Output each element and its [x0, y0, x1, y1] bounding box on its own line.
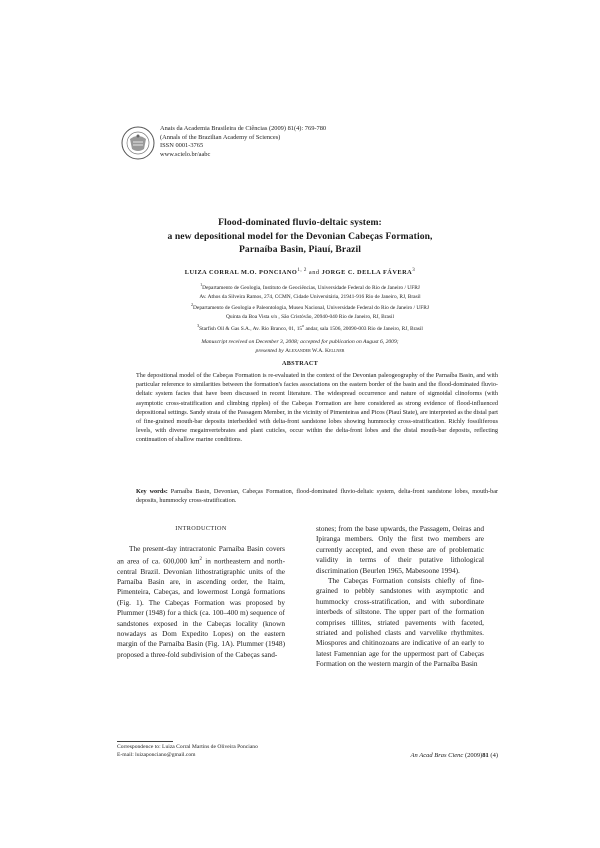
author-affil-sup: 3: [412, 268, 416, 273]
intro-paragraph-1-continued: stones; from the base upwards, the Passagem, Oeiras and Ipiranga members. Only the first two members are currently accepted, and even these are of problematic validity in terms of their putative lithological discrimination (Beurlen 1965, Mabesoone 1994).: [316, 524, 484, 575]
affiliation-1: $^1$Departamento de Geologia, Instituto de Geociências, Universidade Federal do Rio de Janeiro / UFRJ: [200, 282, 420, 291]
manuscript-dates: [120, 338, 480, 355]
affiliation-2: $^2$Departamento de Geologia e Paleontologia, Museu Nacional, Universidade Federal do Rio de Janeiro / UFRJ: [191, 302, 429, 312]
body-column-left: [117, 524, 285, 660]
title-line-2: a new depositional model for the Devonian Cabeças Formation,: [167, 230, 433, 242]
intro-paragraph-1: The present-day intracratonic Parnaíba Basin covers an area of ca. 600,000 $km^2$ in northeastern and north-central Brazil. Devonian lithostratigraphic units of the Parnaíba Basin are, in ascending order, the Itaim, Pimenteira, Cabeças, and lowermost Longá formations (Fig. 1). The Cabeças Formation was proposed by Plummer (1948) for a thick (ca. 100–400 m) sequence of sandstones exposed in the Cabeças locality (known nowadays as Dom Expedito Lopes) on the eastern margin of the Parnaíba Basin (Fig. 1A). Plummer (1948) proposed a three-fold subdivision of the Cabeças sand-: [117, 544, 285, 659]
journal-english-name: (Annals of the Brazilian Academy of Sciences): [160, 133, 281, 141]
abstract-text: The depositional model of the Cabeças Formation is re-evaluated in the context of the Devonian paleogeography of the Parnaíba Basin, and with particular reference to similarities between the formation's facies associations on the eastern border of the basin and the flood-dominated fluvio-deltaic system facies that have been discussed in recent literature. The widespread occurrence and nature of sigmoidal clinoforms (with asymptotic cross-stratification and climbing ripples) of the Cabeças Formation are here considered as strong evidence of flood-influenced depositional settings. Sandy strata of the Passagem Member, in the vicinity of Pimenteiras and Picos (Piauí State), are interpreted as the distal part of fine-grained mouth-bar deposits interbedded with delta-front sandstone lobes showing hummocky cross-stratification. Richly fossiliferous levels, with diverse megainvertebrates and plant cuticles, occur within the delta-front lobes and the distal mouth-bar deposits, reflecting continuation of shallow marine conditions.: [136, 372, 498, 444]
author-name: JORGE C. DELLA FÁVERA: [321, 269, 413, 277]
journal-url[interactable]: www.scielo.br/aabc: [160, 150, 211, 158]
footer-issue: (4): [490, 752, 498, 759]
correspondence-footnote: [117, 744, 337, 760]
received-accepted: Manuscript received on December 3, 2008; accepted for publication on August 6, 2009;: [201, 339, 399, 345]
journal-header: [120, 125, 326, 161]
correspondence-line: Correspondence to: Luiza Corral Martins de Oliveira Ponciano: [117, 744, 258, 750]
presented-by: presented by Alexander W.A. Kellner: [255, 347, 345, 354]
title-line-1: Flood-dominated fluvio-deltaic system:: [218, 217, 382, 228]
footer-volume: 81: [482, 752, 489, 759]
body-column-right: [316, 524, 484, 670]
keywords-label: Key words:: [136, 488, 168, 495]
author-conjunction: and: [308, 269, 320, 277]
author-list: [100, 268, 500, 276]
affiliation-2-address: Quinta da Boa Vista s/n , São Cristóvão, 20940-040 Rio de Janeiro, RJ, Brasil: [225, 313, 395, 320]
paper-title: [100, 216, 500, 257]
footer-journal: An Acad Bras Cienc: [410, 752, 464, 759]
keywords: [136, 487, 498, 505]
author-name: LUIZA CORRAL M.O. PONCIANO: [184, 269, 298, 277]
footer-year: (2009): [464, 752, 483, 759]
section-heading-introduction: INTRODUCTION: [175, 525, 227, 532]
journal-issn: ISSN 0001-3765: [160, 142, 204, 150]
affiliations: [160, 281, 460, 333]
affiliation-3: $^3$Starfish Oil & Gas S.A., Av. Rio Branco, 01, 15$^o$ andar, sala 1506, 20090-003 Rio de Janeiro, RJ, Brasil: [197, 322, 423, 332]
affiliation-1-address: Av. Athos da Silveira Ramos, 274, CCMN, Cidade Universitária, 21941-916 Rio de Janeiro, RJ, Brasil: [199, 293, 421, 300]
academy-seal-icon: [120, 125, 156, 161]
journal-info: [160, 125, 326, 161]
keywords-text: Parnaíba Basin, Devonian, Cabeças Formation, flood-dominated fluvio-deltaic system, delta-front sandstone lobes, mouth-bar deposits, hummocky cross-stratification.: [136, 488, 499, 505]
abstract-heading: ABSTRACT: [281, 360, 319, 367]
title-line-3: Parnaíba Basin, Piauí, Brazil: [238, 244, 362, 255]
footnote-divider: [117, 741, 173, 742]
author-affil-sup: 1, 2: [297, 268, 307, 273]
presenter-name: Alexander W.A. Kellner: [285, 347, 345, 354]
email-line[interactable]: E-mail: luizaponciano@gmail.com: [117, 751, 196, 758]
running-footer: [380, 752, 498, 759]
journal-citation: Anais da Academia Brasileira de Ciências (2009) 81(4): 769-780: [160, 125, 327, 132]
intro-paragraph-2: The Cabeças Formation consists chiefly of fine-grained to pebbly sandstones with asymptotic and hummocky cross-stratification, and with subordinate interbeds of siltstone. The upper part of the formation comprises tillites, striated pavements with faceted, striated and polished clasts and varvelike rhythmites. Miospores and chitinozoans are indicative of an early to latest Famennian age for the uppermost part of Cabeças Formation on the western margin of the Parnaíba Basin: [316, 576, 484, 669]
